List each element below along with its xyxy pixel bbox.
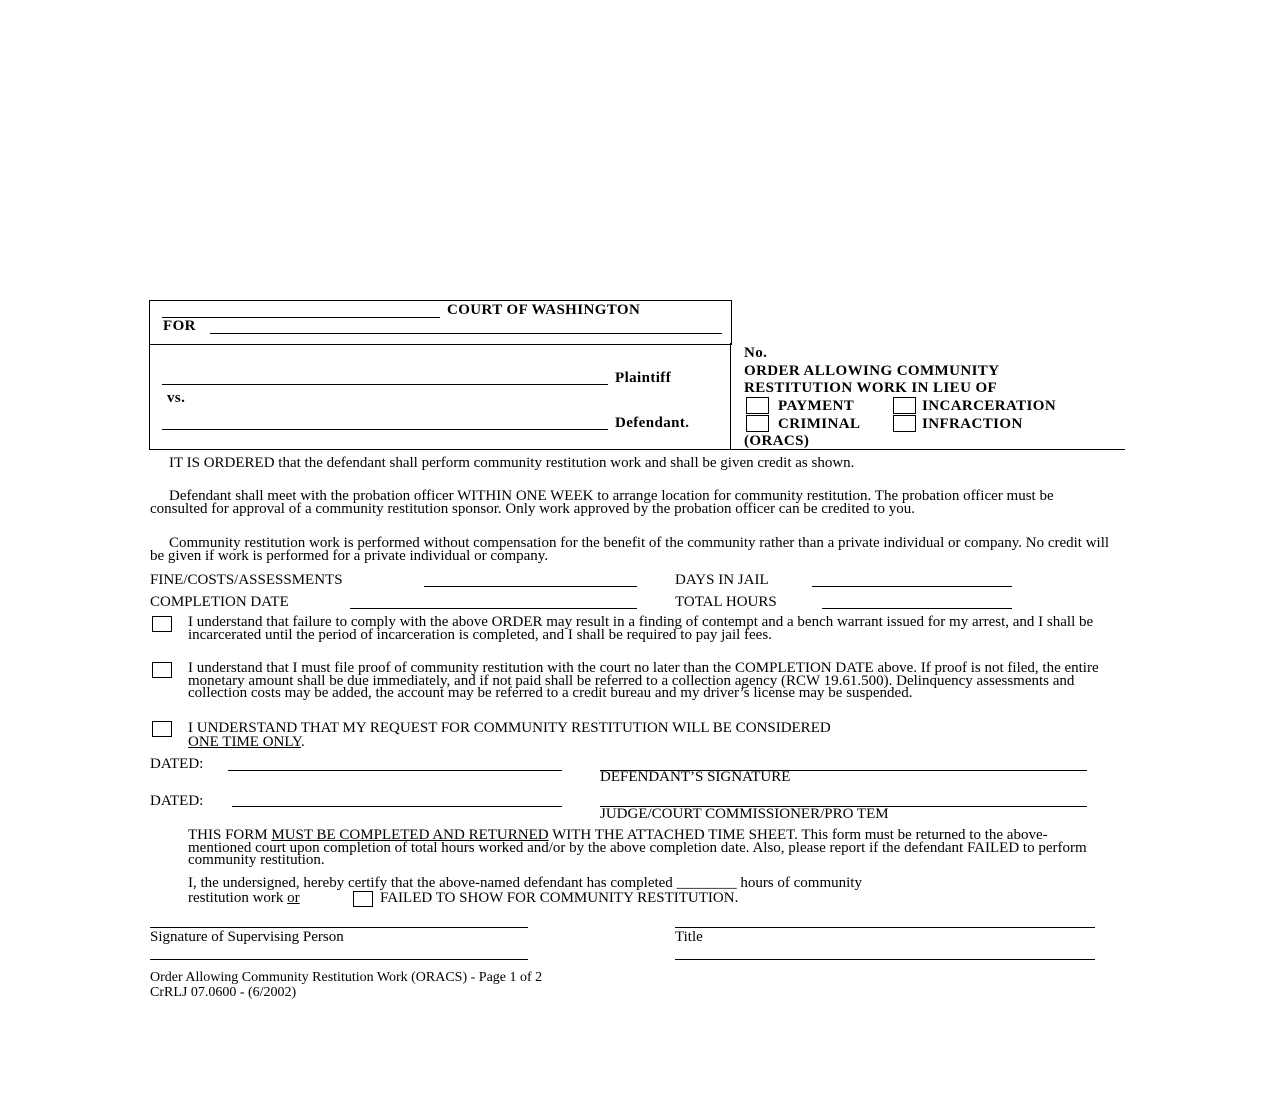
plaintiff-name-blank[interactable] xyxy=(162,384,608,385)
ordered-paragraph: IT IS ORDERED that the defendant shall perform community restitution work and shall be given credit as shown. xyxy=(169,455,855,471)
certify-or-word: or xyxy=(287,890,300,906)
ack-one-time-checkbox[interactable] xyxy=(152,721,172,737)
county-court-blank[interactable] xyxy=(162,317,440,318)
case-number-label: No. xyxy=(744,345,768,361)
ack-proof-checkbox[interactable] xyxy=(152,662,172,678)
failed-to-show-label: FAILED TO SHOW FOR COMMUNITY RESTITUTION. xyxy=(380,890,739,906)
form-code-label: (ORACS) xyxy=(744,433,810,449)
judge-signature-label: JUDGE/COURT COMMISSIONER/PRO TEM xyxy=(600,806,889,822)
payment-checkbox[interactable] xyxy=(746,397,769,414)
certify-line2 xyxy=(188,890,300,907)
ack-one-time-line1: I UNDERSTAND THAT MY REQUEST FOR COMMUNITY RESTITUTION WILL BE CONSIDERED xyxy=(188,720,831,736)
ack-one-time-line2 xyxy=(188,734,305,751)
defendant-label: Defendant. xyxy=(615,415,690,431)
return-notice-prefix: THIS FORM xyxy=(188,827,272,843)
certify-restitution-text: restitution work xyxy=(188,890,284,906)
payment-label: PAYMENT xyxy=(778,398,855,414)
incarceration-checkbox[interactable] xyxy=(893,397,916,414)
caption-bottom-border xyxy=(149,449,1125,450)
title-line[interactable] xyxy=(675,927,1095,928)
ack-contempt-text: I understand that failure to comply with the above ORDER may result in a finding of contempt and a bench warrant issued for my arrest, and I shall be incarcerated until the period of incarceration is completed, and I shall be required to pay jail fees. xyxy=(188,614,1094,643)
footer-form-title: Order Allowing Community Restitution Work (ORACS) - Page 1 of 2 xyxy=(150,970,543,985)
caption-divider-vertical xyxy=(730,343,731,449)
caption-left-border xyxy=(149,343,150,449)
criminal-checkbox[interactable] xyxy=(746,415,769,432)
title-second-line[interactable] xyxy=(675,959,1095,960)
caption-court-box xyxy=(149,300,732,345)
supervisor-name-line[interactable] xyxy=(150,959,528,960)
meet-probation-paragraph: Defendant shall meet with the probation officer WITHIN ONE WEEK to arrange location for community restitution. The probation officer must be consulted for approval of a community restitution sponsor. Only work approved by the probation officer can be credited to you. xyxy=(150,488,1054,517)
completion-date-field[interactable] xyxy=(350,592,637,609)
return-notice-underlined: MUST BE COMPLETED AND RETURNED xyxy=(271,827,549,843)
footer-form-number: CrRLJ 07.0600 - (6/2002) xyxy=(150,985,297,1000)
ack-one-time-period: . xyxy=(300,734,305,750)
criminal-label: CRIMINAL xyxy=(778,416,861,432)
dated-label-1: DATED: xyxy=(150,756,204,772)
order-title-line2: RESTITUTION WORK IN LIEU OF xyxy=(744,380,998,396)
incarceration-label: INCARCERATION xyxy=(922,398,1057,414)
failed-to-show-checkbox[interactable] xyxy=(353,891,373,907)
days-in-jail-label: DAYS IN JAIL xyxy=(675,572,769,588)
defendant-name-blank[interactable] xyxy=(162,429,608,430)
supervisor-signature-line[interactable] xyxy=(150,927,528,928)
total-hours-label: TOTAL HOURS xyxy=(675,594,777,610)
for-blank[interactable] xyxy=(210,333,722,334)
ack-contempt-checkbox[interactable] xyxy=(152,616,172,632)
certify-text-end: hours of community xyxy=(740,875,862,891)
defendant-signature-label: DEFENDANT’S SIGNATURE xyxy=(600,769,791,785)
dated-field-2[interactable] xyxy=(232,806,562,807)
infraction-checkbox[interactable] xyxy=(893,415,916,432)
dated-label-2: DATED: xyxy=(150,793,204,809)
supervisor-signature-label: Signature of Supervising Person xyxy=(150,929,344,945)
one-time-only-text: ONE TIME ONLY xyxy=(188,734,301,750)
title-label: Title xyxy=(675,929,703,945)
dated-field-1[interactable] xyxy=(228,770,562,771)
ack-proof-text: I understand that I must file proof of community restitution with the court no later than the COMPLETION DATE above. If proof is not filed, the entire monetary amount shall be due immediately, and if not paid shall be referred to a collection agency (RCW 19.61.500). Delinquency assessments and collection costs may be added, the account may be referred to a credit bureau and my driver’s license may be suspended. xyxy=(188,660,1099,701)
fine-costs-label: FINE/COSTS/ASSESSMENTS xyxy=(150,572,343,588)
days-in-jail-field[interactable] xyxy=(812,570,1012,587)
completion-date-label: COMPLETION DATE xyxy=(150,594,289,610)
vs-label: vs. xyxy=(167,390,186,406)
return-notice-rest: WITH THE ATTACHED TIME SHEET. This form must be returned to the above-mentioned court upon completion of total hours worked and/or by the above completion date. Also, please report if the defendant FAILED to perform community restitution. xyxy=(188,827,1087,868)
order-title-line1: ORDER ALLOWING COMMUNITY xyxy=(744,363,1000,379)
infraction-label: INFRACTION xyxy=(922,416,1023,432)
certify-text-start: I, the undersigned, hereby certify that the above-named defendant has completed xyxy=(188,875,673,891)
total-hours-field[interactable] xyxy=(822,592,1012,609)
court-of-washington-label: COURT OF WASHINGTON xyxy=(447,302,641,318)
plaintiff-label: Plaintiff xyxy=(615,370,672,386)
return-notice-paragraph xyxy=(188,829,1108,867)
compensation-paragraph: Community restitution work is performed without compensation for the benefit of the community rather than a private individual or company. No credit will be given if work is performed for a private individual or company. xyxy=(150,535,1110,564)
certify-hours-blank[interactable]: ________ xyxy=(676,875,737,891)
fine-costs-field[interactable] xyxy=(424,570,637,587)
for-label: FOR xyxy=(163,318,196,334)
